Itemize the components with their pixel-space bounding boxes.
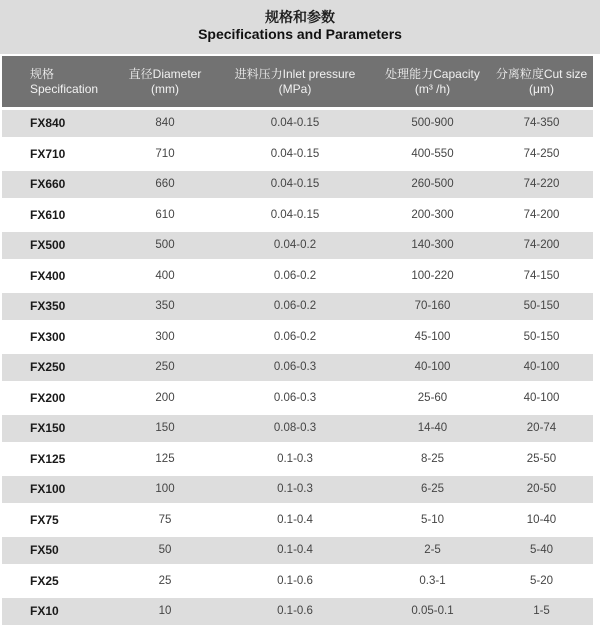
table-row xyxy=(2,504,593,535)
value-cell: 660 xyxy=(115,168,215,199)
value-cell: 250 xyxy=(115,351,215,382)
value-cell: 74-250 xyxy=(490,138,593,169)
value-cell: 0.04-0.15 xyxy=(215,138,375,169)
value-cell: 74-200 xyxy=(490,229,593,260)
value-cell: 50-150 xyxy=(490,321,593,352)
col-header-capacity xyxy=(375,56,490,107)
value-cell: 0.1-0.4 xyxy=(215,504,375,535)
value-cell: 200 xyxy=(115,382,215,413)
value-cell: 70-160 xyxy=(375,290,490,321)
value-cell: 0.06-0.3 xyxy=(215,351,375,382)
table-row xyxy=(2,565,593,596)
value-cell: 500-900 xyxy=(375,107,490,138)
value-cell: 0.06-0.3 xyxy=(215,382,375,413)
model-cell: FX10 xyxy=(2,595,115,626)
title-band xyxy=(0,0,600,54)
page-title-zh: 规格和参数 xyxy=(265,9,335,25)
model-cell: FX125 xyxy=(2,443,115,474)
value-cell: 400 xyxy=(115,260,215,291)
value-cell: 74-150 xyxy=(490,260,593,291)
table-row xyxy=(2,321,593,352)
col-header-cut-size xyxy=(490,56,593,107)
model-cell: FX75 xyxy=(2,504,115,535)
value-cell: 200-300 xyxy=(375,199,490,230)
model-cell: FX400 xyxy=(2,260,115,291)
value-cell: 74-200 xyxy=(490,199,593,230)
table-row xyxy=(2,382,593,413)
table-row xyxy=(2,199,593,230)
value-cell: 20-50 xyxy=(490,473,593,504)
value-cell: 8-25 xyxy=(375,443,490,474)
value-cell: 840 xyxy=(115,107,215,138)
spec-table xyxy=(2,56,593,626)
col-header-line1: 分离粒度Cut size xyxy=(495,66,588,81)
col-header-diameter xyxy=(115,56,215,107)
value-cell: 45-100 xyxy=(375,321,490,352)
value-cell: 74-350 xyxy=(490,107,593,138)
model-cell: FX250 xyxy=(2,351,115,382)
table-row xyxy=(2,534,593,565)
value-cell: 0.1-0.4 xyxy=(215,534,375,565)
model-cell: FX100 xyxy=(2,473,115,504)
table-row xyxy=(2,595,593,626)
value-cell: 0.06-0.2 xyxy=(215,290,375,321)
spec-table-header xyxy=(2,56,593,107)
spec-table-body xyxy=(2,107,593,626)
value-cell: 0.3-1 xyxy=(375,565,490,596)
header-row xyxy=(2,56,593,107)
col-header-line2: (m³ /h) xyxy=(414,81,451,96)
value-cell: 50 xyxy=(115,534,215,565)
value-cell: 0.1-0.3 xyxy=(215,473,375,504)
value-cell: 260-500 xyxy=(375,168,490,199)
value-cell: 5-40 xyxy=(490,534,593,565)
value-cell: 0.04-0.15 xyxy=(215,168,375,199)
value-cell: 710 xyxy=(115,138,215,169)
col-header-line2: (mm) xyxy=(151,81,179,96)
table-row xyxy=(2,473,593,504)
value-cell: 0.04-0.15 xyxy=(215,107,375,138)
value-cell: 10 xyxy=(115,595,215,626)
value-cell: 40-100 xyxy=(375,351,490,382)
value-cell: 0.04-0.2 xyxy=(215,229,375,260)
value-cell: 0.06-0.2 xyxy=(215,321,375,352)
value-cell: 50-150 xyxy=(490,290,593,321)
value-cell: 40-100 xyxy=(490,351,593,382)
model-cell: FX660 xyxy=(2,168,115,199)
col-header-line1: 进料压力Inlet pressure xyxy=(234,66,356,81)
value-cell: 0.04-0.15 xyxy=(215,199,375,230)
model-cell: FX610 xyxy=(2,199,115,230)
value-cell: 125 xyxy=(115,443,215,474)
value-cell: 5-10 xyxy=(375,504,490,535)
value-cell: 2-5 xyxy=(375,534,490,565)
value-cell: 0.05-0.1 xyxy=(375,595,490,626)
col-header-line1: 直径Diameter xyxy=(128,66,202,81)
value-cell: 100-220 xyxy=(375,260,490,291)
value-cell: 0.1-0.6 xyxy=(215,565,375,596)
model-cell: FX300 xyxy=(2,321,115,352)
value-cell: 74-220 xyxy=(490,168,593,199)
table-row xyxy=(2,443,593,474)
table-row xyxy=(2,229,593,260)
model-cell: FX350 xyxy=(2,290,115,321)
table-row xyxy=(2,290,593,321)
page-title-en: Specifications and Parameters xyxy=(198,26,402,42)
value-cell: 0.08-0.3 xyxy=(215,412,375,443)
value-cell: 350 xyxy=(115,290,215,321)
value-cell: 610 xyxy=(115,199,215,230)
model-cell: FX25 xyxy=(2,565,115,596)
model-cell: FX710 xyxy=(2,138,115,169)
value-cell: 100 xyxy=(115,473,215,504)
value-cell: 10-40 xyxy=(490,504,593,535)
value-cell: 25-60 xyxy=(375,382,490,413)
table-row xyxy=(2,168,593,199)
value-cell: 150 xyxy=(115,412,215,443)
value-cell: 140-300 xyxy=(375,229,490,260)
value-cell: 40-100 xyxy=(490,382,593,413)
col-header-line1: 规格 xyxy=(30,66,55,81)
value-cell: 0.1-0.3 xyxy=(215,443,375,474)
value-cell: 75 xyxy=(115,504,215,535)
value-cell: 6-25 xyxy=(375,473,490,504)
table-row xyxy=(2,107,593,138)
value-cell: 0.06-0.2 xyxy=(215,260,375,291)
model-cell: FX150 xyxy=(2,412,115,443)
model-cell: FX50 xyxy=(2,534,115,565)
model-cell: FX840 xyxy=(2,107,115,138)
col-header-specification xyxy=(2,56,115,107)
table-row xyxy=(2,260,593,291)
value-cell: 0.1-0.6 xyxy=(215,595,375,626)
value-cell: 5-20 xyxy=(490,565,593,596)
model-cell: FX200 xyxy=(2,382,115,413)
value-cell: 1-5 xyxy=(490,595,593,626)
col-header-line2: (MPa) xyxy=(278,81,312,96)
table-row xyxy=(2,412,593,443)
table-row xyxy=(2,351,593,382)
value-cell: 25-50 xyxy=(490,443,593,474)
value-cell: 14-40 xyxy=(375,412,490,443)
col-header-line2: (μm) xyxy=(529,81,554,96)
value-cell: 500 xyxy=(115,229,215,260)
table-row xyxy=(2,138,593,169)
value-cell: 300 xyxy=(115,321,215,352)
col-header-inlet-pressure xyxy=(215,56,375,107)
value-cell: 20-74 xyxy=(490,412,593,443)
value-cell: 25 xyxy=(115,565,215,596)
model-cell: FX500 xyxy=(2,229,115,260)
value-cell: 400-550 xyxy=(375,138,490,169)
col-header-line1: 处理能力Capacity xyxy=(385,66,480,81)
col-header-line2: Specification xyxy=(30,81,99,96)
